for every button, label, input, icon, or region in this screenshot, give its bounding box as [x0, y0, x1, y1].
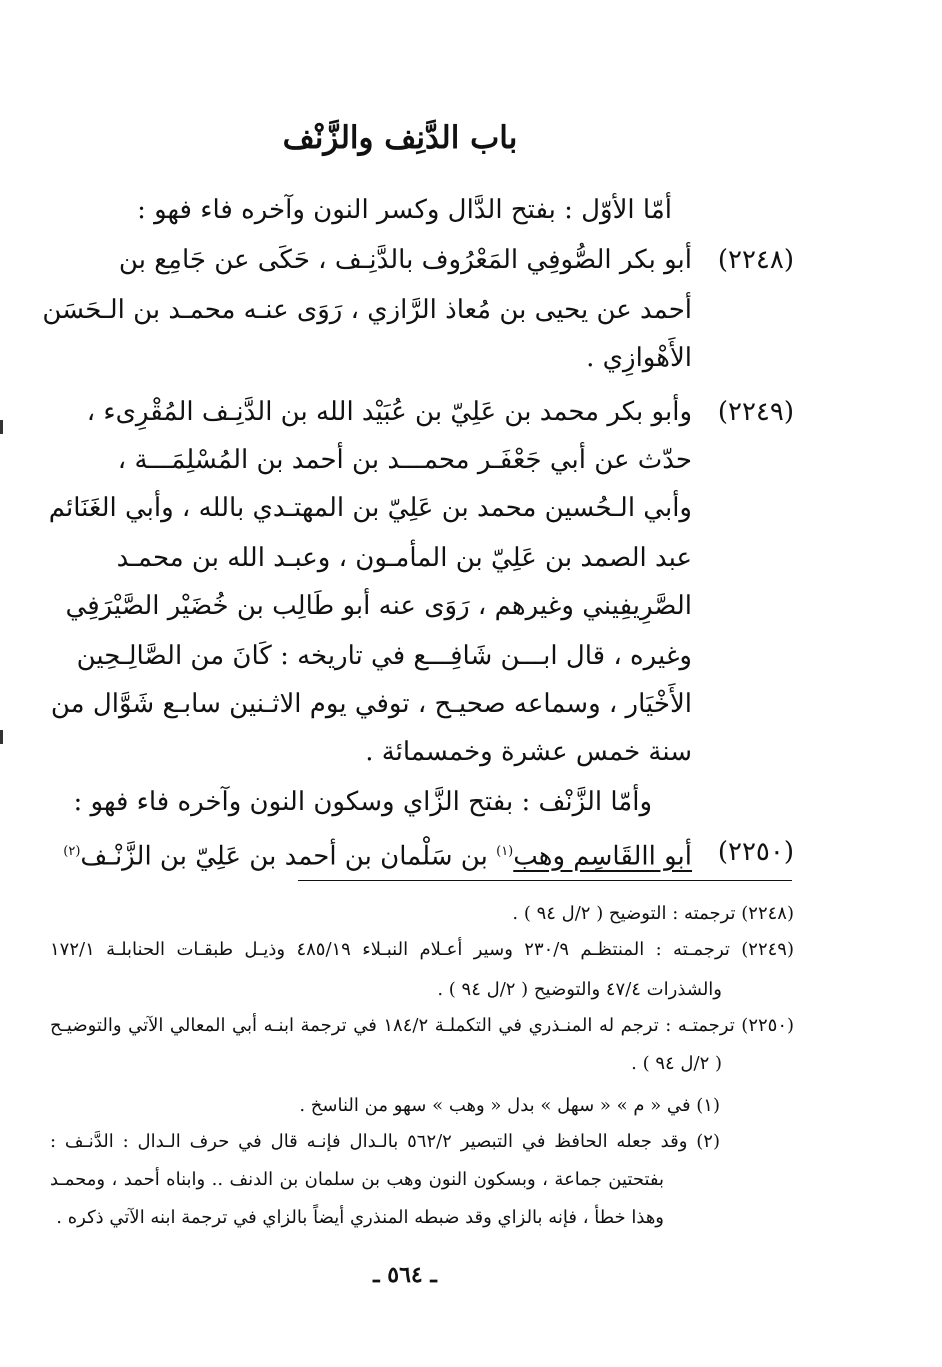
footnote-2249-line-1: (٢٢٤٩) ترجمـته : المنتظـم ٢٣٠/٩ وسير أعـلام النبـلاء ٤٨٥/١٩ وذيـل طبقـات الحنابلـة ١٧٢/١: [50, 939, 794, 960]
entry-2248-line-1: أبو بكر الصُّوفِي المَعْرُوف بالدَّنِـف ، حَكَى عن جَامِع بن: [118, 245, 692, 275]
entry-2249-line-8: سنة خمس عشرة وخمسمائة .: [365, 737, 692, 767]
footnote-2-line-1: (٢) وقد جعله الحافظ في التبصير ٥٦٢/٢ بالـدال فإنـه قال في حرف الـدال : الدَّنـف :: [50, 1131, 720, 1152]
footnote-divider: [298, 880, 792, 881]
entry-number-2250: (٢٢٥٠): [717, 837, 794, 867]
entry-2249-line-6: وغيره ، قال ابـــن شَافِـــع في تاريخه : كَانَ من الصَّالِـحِين: [76, 641, 692, 671]
chapter-title: باب الدَّنِف والزَّنْف: [282, 120, 518, 156]
footnote-2-line-3: وهذا خطأ ، فإنه بالزاي وقد ضبطه المنذري أيضاً بالزاي في ترجمة ابنه الآتي ذكره .: [56, 1207, 664, 1228]
entry-2250-name: أبو االقَاسِم وهب: [513, 841, 692, 872]
entry-2249-line-3: وأبي الـحُسين محمد بن عَلِيّ بن المهتـدي بالله ، وأبي الغَنَائم: [48, 493, 692, 523]
section-intro-first: أمّا الأوّل : بفتح الدَّال وكسر النون وآخره فاء فهو :: [137, 195, 672, 225]
entry-number-2249: (٢٢٤٩): [717, 397, 794, 427]
page-number: ـ ٥٦٤ ـ: [373, 1262, 437, 1288]
entry-2249-line-7: الأَخْيَار ، وسماعه صحيـح ، توفي يوم الاثـنين سابـع شَوَّال من: [50, 689, 692, 719]
footnote-1: (١) في « م » « سهل » بدل « وهب » سهو من الناسخ .: [299, 1095, 720, 1116]
footnote-2249-line-2: والشذرات ٤٧/٤ والتوضيح ( ٢/ل ٩٤ ) .: [437, 979, 722, 1000]
entry-2249-line-4: عبد الصمد بن عَلِيّ بن المأمـون ، وعبـد الله بن محمـد: [116, 543, 692, 573]
margin-scan-mark: [0, 420, 3, 434]
entry-2248-line-2: أحمد عن يحيى بن مُعاذ الرَّازي ، رَوَى عنـه محمـد بن الـحَسَن: [42, 295, 692, 325]
margin-scan-mark: [0, 730, 3, 744]
footnote-2250-line-2: ( ٢/ل ٩٤ ) .: [631, 1053, 722, 1074]
entry-2250-line: [63, 832, 692, 877]
entry-2249-line-2: حدّث عن أبي جَعْفَـر محمـــد بن أحمد بن المُسْلِمَـــة ،: [117, 445, 692, 475]
entry-2250-rest: بن سَلْمان بن أحمد بن عَلِيّ بن الزَّنْـف: [80, 841, 497, 872]
footnote-ref-2[interactable]: (٢): [63, 844, 81, 859]
footnote-ref-1[interactable]: (١): [496, 844, 514, 859]
footnote-2-line-2: بفتحتين جماعة ، وبسكون النون وهب بن سلمان بن الدنف .. وابناه أحمد ، ومحمـد: [50, 1169, 664, 1190]
footnote-2250-line-1: (٢٢٥٠) ترجمتـه : ترجم له المنـذري في التكملـة ١٨٤/٢ في ترجمة ابنـه أبي المعالي الآتي والتوضيـح: [50, 1015, 795, 1036]
entry-2248-line-3: الأَهْوازِي .: [586, 343, 692, 373]
entry-2249-line-5: الصَّرِيفِيني وغيرهم ، رَوَى عنه أبو طَالِب بن خُضَيْر الصَّيْرَفِي: [65, 591, 692, 621]
entry-number-2248: (٢٢٤٨): [717, 245, 794, 275]
footnote-2248: (٢٢٤٨) ترجمته : التوضيح ( ٢/ل ٩٤ ) .: [512, 903, 794, 924]
entry-2249-line-1: وأبو بكر محمد بن عَلِيّ بن عُبَيْد الله بن الدَّنِـف المُقْرِىء ،: [86, 397, 692, 427]
section-intro-second: وأمّا الزَّنْف : بفتح الزَّاي وسكون النون وآخره فاء فهو :: [73, 787, 652, 817]
